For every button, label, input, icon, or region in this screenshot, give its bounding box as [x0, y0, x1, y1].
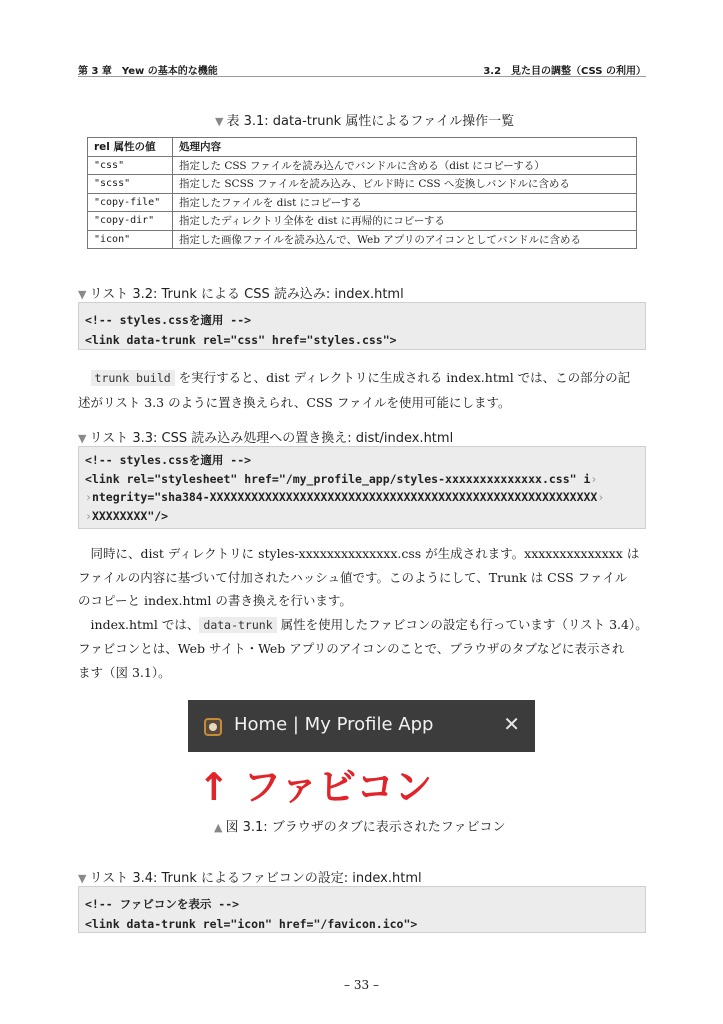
text-line: 同時に、dist ディレクトリに styles-xxxxxxxxxxxxxx.css が生成されます。xxxxxxxxxxxxxx は: [90, 546, 640, 561]
table-row: [88, 212, 637, 231]
table-cell: 指定した画像ファイルを読み込んで、Web アプリのアイコンとしてバンドルに含める: [173, 230, 637, 249]
running-header: [78, 61, 646, 77]
table-row: [88, 193, 637, 212]
wrap-arrow-icon: ›: [85, 508, 92, 523]
code-line: <!-- ファビコンを表示 -->: [85, 897, 240, 911]
page-number: – 33 –: [344, 978, 379, 992]
triangle-up-icon: ▲: [214, 821, 223, 834]
listing-caption: ▼ リスト 3.3: CSS 読み込み処理への置き換え: dist/index.html: [78, 431, 454, 446]
code-line: ›XXXXXXXX"/>: [85, 508, 169, 523]
table-header-row: [88, 138, 637, 157]
code-line: <!-- styles.cssを適用 -->: [85, 313, 252, 327]
text-line: ファイルの内容に基づいて付加されたハッシュ値です。このようにして、Trunk は CSS ファイル: [78, 569, 628, 585]
wrap-arrow-icon: ›: [590, 471, 598, 486]
table-caption: ▼ 表 3.1: data-trunk 属性によるファイル操作一覧: [215, 114, 515, 129]
code-block: [78, 886, 646, 933]
table-cell: 指定したディレクトリ全体を dist に再帰的にコピーする: [173, 212, 637, 231]
code-line: <!-- styles.cssを適用 -->: [85, 453, 252, 467]
code-line: ›ntegrity="sha384-XXXXXXXXXXXXXXXXXXXXXXXXXXXXXXXXXXXXXXXXXXXXXXXXXXXXXXXX›: [85, 490, 605, 504]
inline-code: trunk build: [91, 370, 175, 386]
listing-caption: ▼ リスト 3.4: Trunk によるファビコンの設定: index.html: [78, 871, 422, 886]
triangle-down-icon: ▼: [78, 288, 87, 301]
paragraph: [78, 542, 648, 684]
wrap-arrow-icon: ›: [597, 490, 605, 504]
favicon-annotation: ↑ ファビコン: [198, 765, 433, 809]
table-row: [88, 156, 637, 175]
table-row: [88, 230, 637, 249]
close-icon: ✕: [503, 712, 520, 736]
paragraph: [78, 366, 648, 414]
code-block: [78, 302, 646, 350]
code-line: <link data-trunk rel="icon" href="/favicon.ico">: [85, 917, 418, 931]
wrap-arrow-icon: ›: [85, 490, 92, 504]
code-block: [78, 446, 646, 529]
code-line: <link rel="stylesheet" href="/my_profile_app/styles-xxxxxxxxxxxxxx.css" i›: [85, 471, 598, 486]
favicon-icon: [204, 718, 222, 736]
table-header-cell: 処理内容: [173, 138, 637, 157]
table-row: [88, 175, 637, 194]
table-cell: "icon": [88, 230, 173, 249]
text-line: ます（図 3.1）。: [78, 664, 171, 680]
table-cell: "copy-dir": [88, 212, 173, 231]
inline-code: data-trunk: [199, 617, 276, 633]
rel-attribute-table: [87, 137, 637, 249]
table-cell: 指定したファイルを dist にコピーする: [173, 193, 637, 212]
table-header-cell: rel 属性の値: [88, 138, 173, 157]
table-cell: 指定した SCSS ファイルを読み込み、ビルド時に CSS へ変換しバンドルに含める: [173, 175, 637, 194]
triangle-down-icon: ▼: [78, 872, 87, 885]
text-line: index.html では、 data-trunk 属性を使用したファビコンの設定も行っています（リスト 3.4）。: [90, 616, 648, 632]
triangle-down-icon: ▼: [215, 115, 224, 128]
browser-tab-screenshot: [188, 700, 535, 752]
table-cell: "css": [88, 156, 173, 175]
text-line: trunk build を実行すると、dist ディレクトリに生成される index.html では、この部分の記: [78, 366, 648, 391]
text-line: ファビコンとは、Web サイト・Web アプリのアイコンのことで、ブラウザのタブなどに表示され: [78, 641, 625, 656]
table-cell: "scss": [88, 175, 173, 194]
listing-caption: ▼ リスト 3.2: Trunk による CSS 読み込み: index.html: [78, 287, 404, 302]
text-line: 述がリスト 3.3 のように置き換えられ、CSS ファイルを使用可能にします。: [78, 394, 511, 410]
section-title: 3.2 見た目の調整（CSS の利用）: [483, 66, 646, 77]
table-cell: 指定した CSS ファイルを読み込んでバンドルに含める（dist にコピーする）: [173, 156, 637, 175]
tab-title: Home | My Profile App: [234, 714, 434, 735]
text-line: のコピーと index.html の書き換えを行います。: [78, 593, 352, 608]
table-cell: "copy-file": [88, 193, 173, 212]
figure-caption: ▲ 図 3.1: ブラウザのタブに表示されたファビコン: [214, 820, 506, 835]
code-line: <link data-trunk rel="css" href="styles.css">: [85, 333, 397, 347]
chapter-title: 第 3 章 Yew の基本的な機能: [78, 66, 218, 77]
triangle-down-icon: ▼: [78, 432, 87, 445]
